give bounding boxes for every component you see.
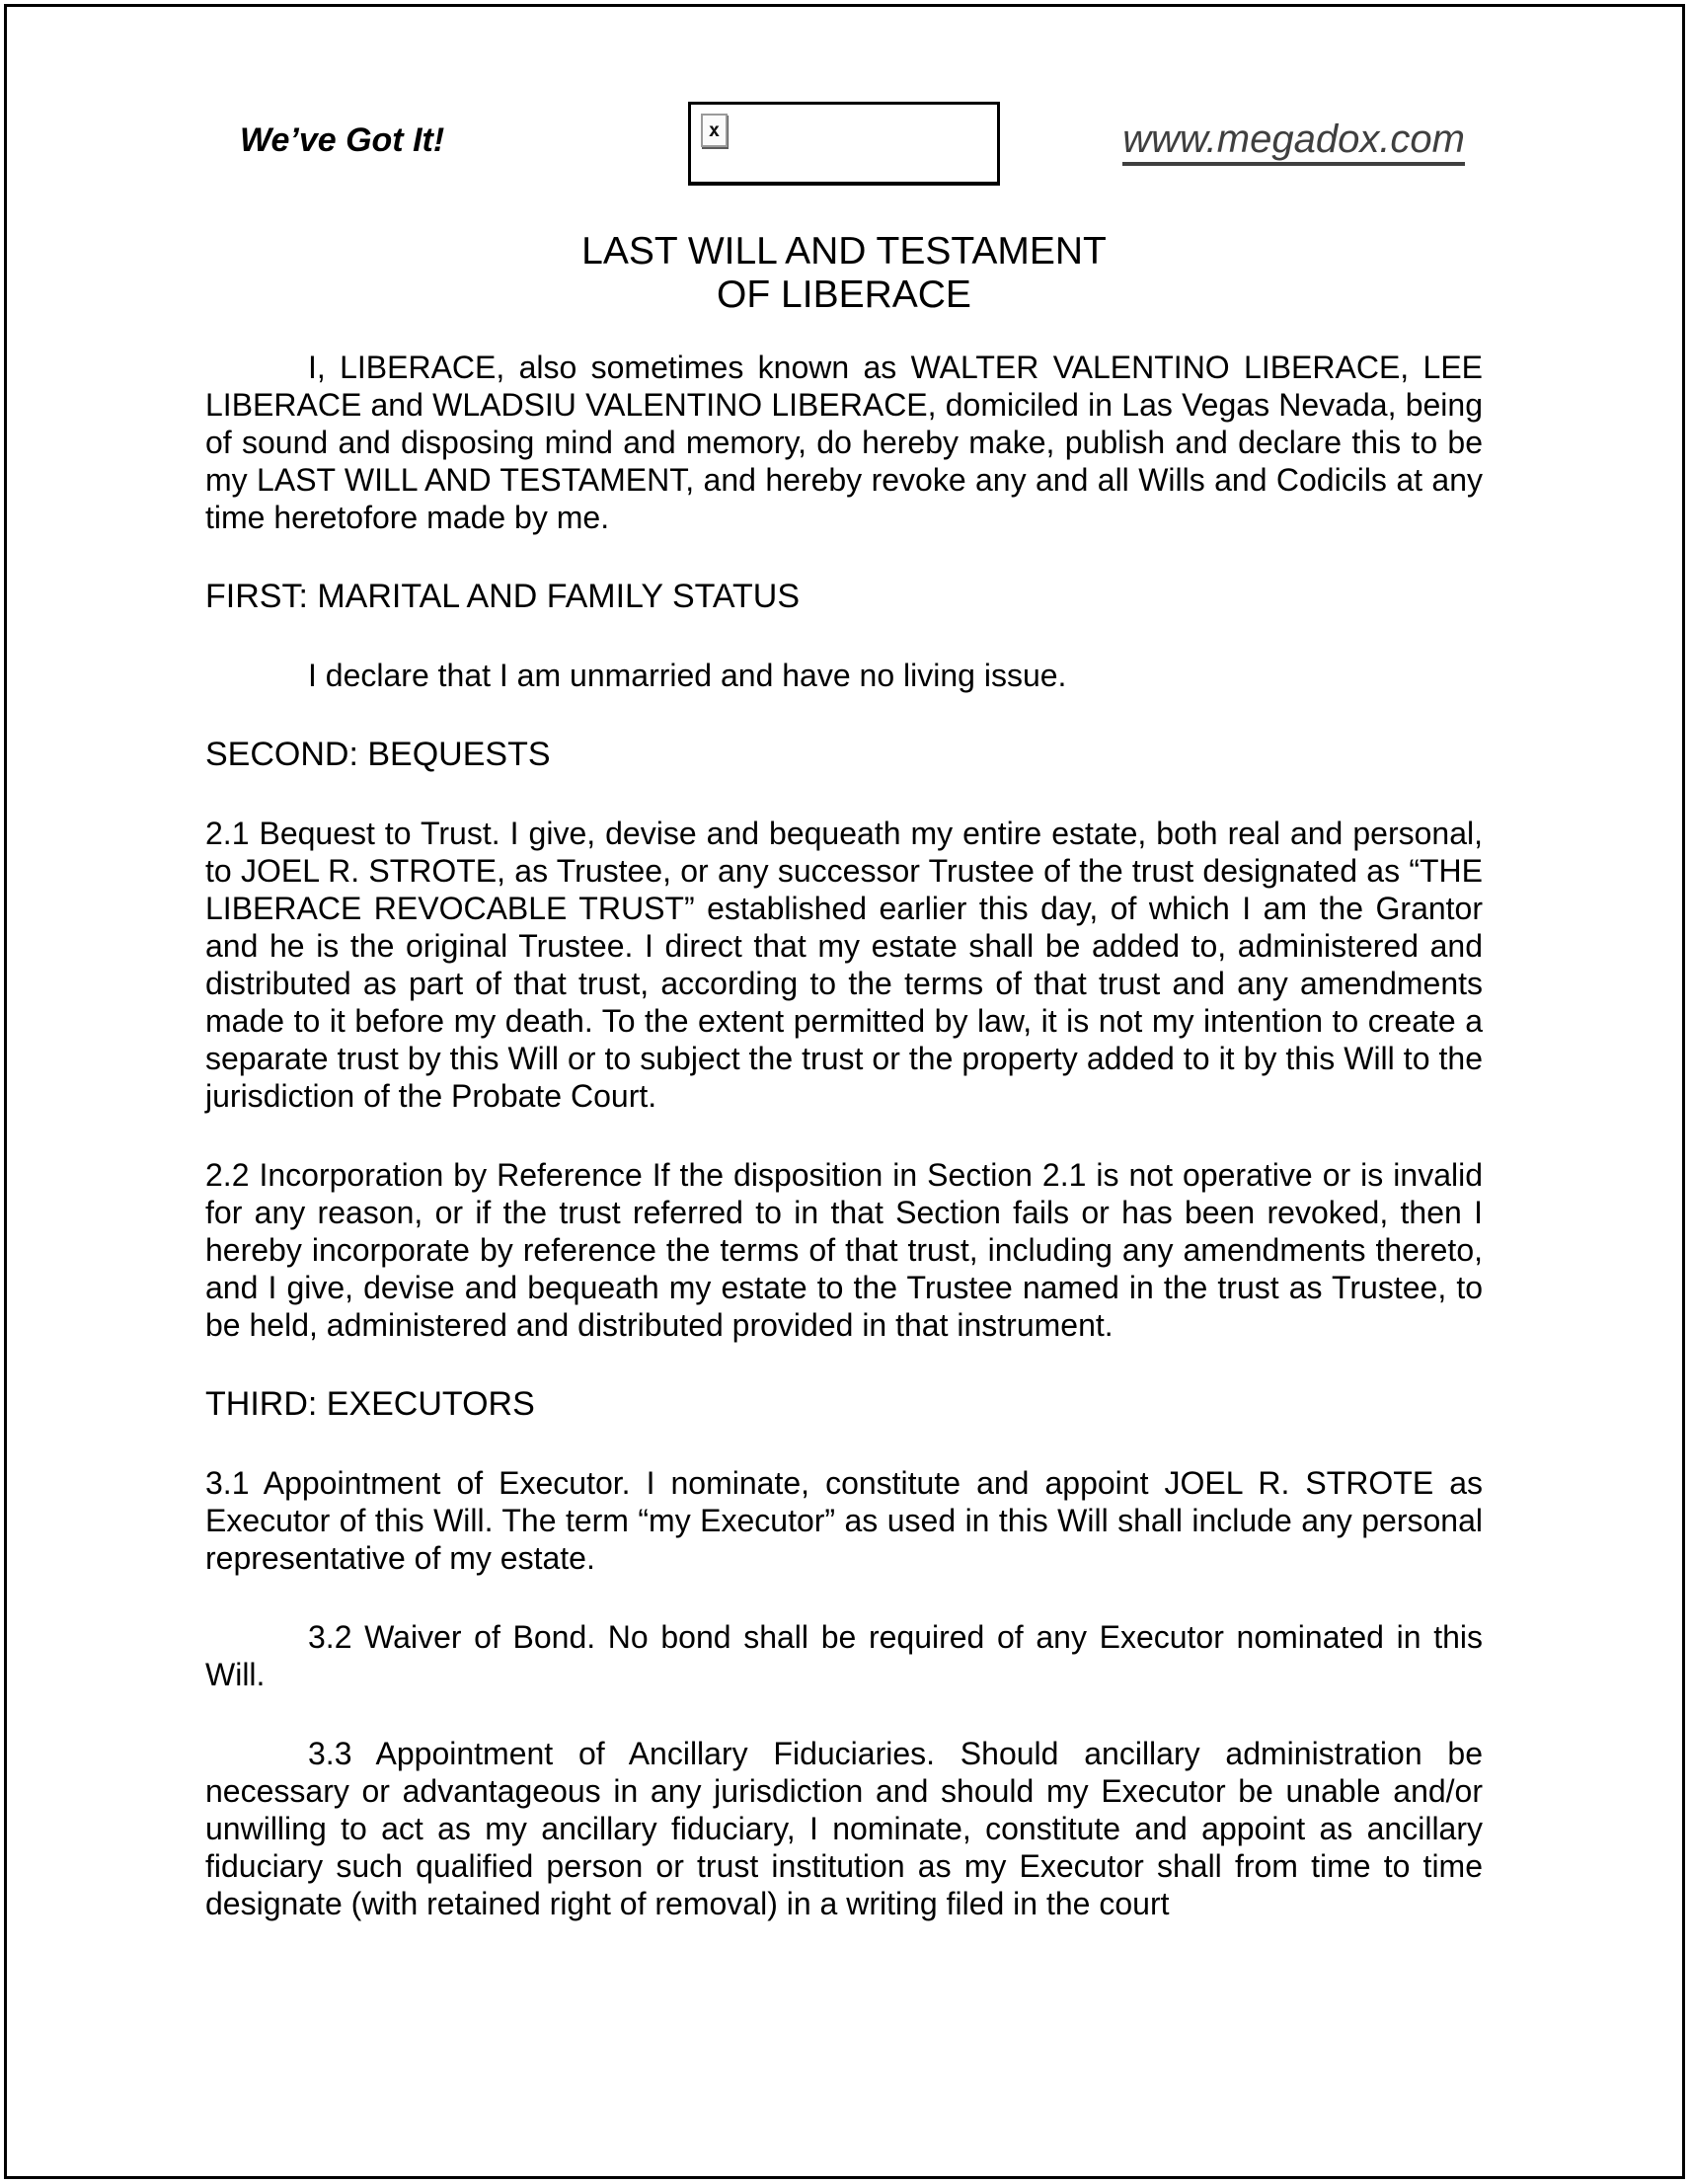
body-paragraph: 3.3 Appointment of Ancillary Fiduciaries. Should ancillary administration be necessary or advantageous in any jurisdiction and should my Executor be unable and/or unwilling to act as my ancillary fiduciary, I nominate, constitute and appoint as ancillary fiduciary such qualified person or trust institution as my Executor shall from time to time designate (with retained right of removal) in a writing filed in the court [205, 1736, 1483, 1921]
broken-image-icon: x [701, 114, 728, 147]
body-paragraph: 2.1 Bequest to Trust. I give, devise and bequeath my entire estate, both real and personal, to JOEL R. STROTE, as Trustee, or any successor Trustee of the trust designated as “THE LIBERACE REVOCABLE TRUST” established earlier this day, of which I am the Grantor and he is the original Trustee. I direct that my estate shall be added to, administered and distributed as part of that trust, according to the terms of that trust and any amendments made to it before my death. To the extent permitted by law, it is not my intention to create a separate trust by this Will or to subject the trust or the property added to it by this Will to the jurisdiction of the Probate Court. [205, 816, 1483, 1114]
body-paragraph: 3.1 Appointment of Executor. I nominate, constitute and appoint JOEL R. STROTE as Executor of this Will. The term “my Executor” as used in this Will shall include any personal representative of my estate. [205, 1465, 1483, 1576]
section-heading: THIRD: EXECUTORS [205, 1385, 535, 1423]
website-link[interactable]: www.megadox.com [1122, 117, 1465, 166]
brand-tagline: We’ve Got It! [240, 121, 445, 159]
section-heading: FIRST: MARITAL AND FAMILY STATUS [205, 578, 801, 615]
document-title [205, 230, 1483, 317]
broken-image-placeholder [688, 102, 1000, 186]
document-title-line2: OF LIBERACE [717, 273, 971, 316]
page-header [205, 102, 1483, 186]
body-paragraph: 2.2 Incorporation by Reference If the disposition in Section 2.1 is not operative or is invalid for any reason, or if the trust referred to in that Section fails or has been revoked, then I hereby incorporate by reference the terms of that trust, including any amendments thereto, and I give, devise and bequeath my estate to the Trustee named in the trust as Trustee, to be held, administered and distributed provided in that instrument. [205, 1157, 1483, 1343]
body-paragraph: I, LIBERACE, also sometimes known as WALTER VALENTINO LIBERACE, LEE LIBERACE and WLADSIU VALENTINO LIBERACE, domiciled in Las Vegas Nevada, being of sound and disposing mind and memory, do hereby make, publish and declare this to be my LAST WILL AND TESTAMENT, and hereby revoke any and all Wills and Codicils at any time heretofore made by me. [205, 350, 1483, 535]
document-title-line1: LAST WILL AND TESTAMENT [581, 230, 1107, 273]
body-paragraph: 3.2 Waiver of Bond. No bond shall be required of any Executor nominated in this Will. [205, 1619, 1483, 1692]
body-paragraph: I declare that I am unmarried and have no living issue. [308, 658, 1067, 693]
section-heading: SECOND: BEQUESTS [205, 736, 551, 773]
document-body [205, 349, 1483, 1922]
